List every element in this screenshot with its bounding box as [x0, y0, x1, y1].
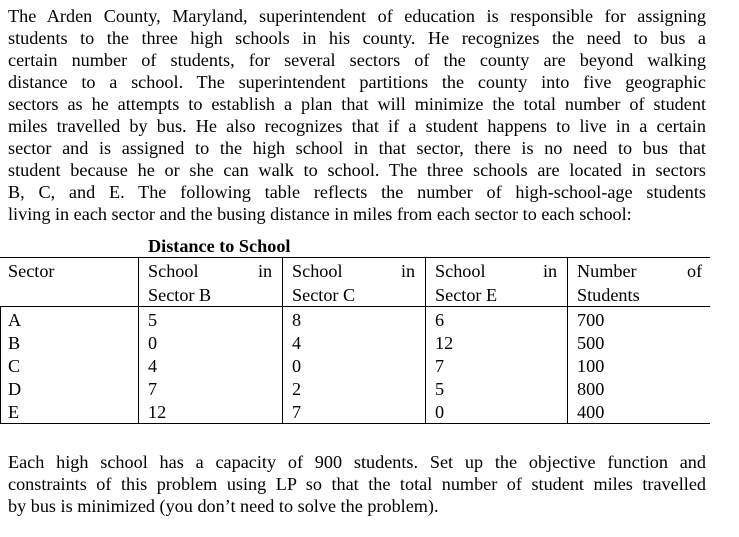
row-a-students: 700: [577, 310, 605, 330]
column-divider: [425, 257, 426, 424]
outro-line: constraints of this problem using LP so that the total number of student miles travelled: [8, 474, 706, 494]
school-e-header-sector: Sector E: [435, 285, 498, 305]
row-a-school-c: 8: [292, 310, 302, 330]
row-d-school-c: 2: [292, 379, 302, 399]
row-d-school-b: 7: [148, 379, 158, 399]
intro-line: distance to a school. The superintendent partitions the county into five geographic: [8, 72, 706, 92]
intro-line: living in each sector and the busing distance in miles from each sector to each school:: [8, 204, 632, 224]
column-divider: [282, 257, 283, 424]
students-header: Number: [577, 261, 637, 281]
students-header-of: of: [687, 261, 703, 281]
row-a-sector: A: [8, 310, 22, 330]
students-header-2: Students: [577, 285, 640, 305]
row-e-sector: E: [8, 402, 20, 422]
row-c-school-c: 0: [292, 356, 302, 376]
row-c-school-e: 7: [435, 356, 445, 376]
sector-header: Sector: [8, 261, 55, 281]
row-e-school-e: 0: [435, 402, 445, 422]
school-c-header-sector: Sector C: [292, 285, 356, 305]
school-b-header-sector: Sector B: [148, 285, 212, 305]
intro-line: certain number of students, for several sectors of the county are beyond walking: [8, 50, 706, 70]
intro-line: sectors as he attempts to establish a plan that will minimize the total number of student: [8, 94, 706, 114]
column-divider: [567, 257, 568, 424]
table-title: Distance to School: [148, 236, 291, 256]
row-c-school-b: 4: [148, 356, 158, 376]
row-e-students: 400: [577, 402, 605, 422]
outro-line: by bus is minimized (you don’t need to solve the problem).: [8, 496, 439, 516]
intro-line: B, C, and E. The following table reflects the number of high-school-age students: [8, 182, 706, 202]
column-divider: [0, 306, 1, 424]
row-b-sector: B: [8, 333, 21, 353]
school-e-header: School: [435, 261, 486, 281]
row-c-students: 100: [577, 356, 605, 376]
column-divider: [138, 257, 139, 424]
intro-line: The Arden County, Maryland, superintendent of education is responsible for assigning: [8, 6, 706, 26]
row-d-sector: D: [8, 379, 22, 399]
school-e-header-in: in: [543, 261, 558, 281]
intro-line: student because he or she can walk to school. The three schools are located in sectors: [8, 160, 706, 180]
intro-line: students to the three high schools in his county. He recognizes the need to bus a: [8, 28, 706, 48]
intro-line: miles travelled by bus. He also recognizes that if a student happens to live in a certain: [8, 116, 706, 136]
header-divider: [0, 306, 710, 307]
row-e-school-c: 7: [292, 402, 302, 422]
table-border-bottom: [0, 423, 710, 424]
task-instructions: [8, 451, 706, 517]
outro-line: Each high school has a capacity of 900 students. Set up the objective function and: [8, 452, 706, 472]
school-c-header: School: [292, 261, 343, 281]
row-a-school-e: 6: [435, 310, 445, 330]
row-b-school-e: 12: [435, 333, 454, 353]
row-b-school-b: 0: [148, 333, 158, 353]
school-c-header-in: in: [401, 261, 416, 281]
row-a-school-b: 5: [148, 310, 158, 330]
row-d-students: 800: [577, 379, 605, 399]
intro-line: sector and is assigned to the high school in that sector, there is no need to bus that: [8, 138, 706, 158]
row-d-school-e: 5: [435, 379, 445, 399]
school-b-header: School: [148, 261, 199, 281]
row-e-school-b: 12: [148, 402, 167, 422]
row-b-students: 500: [577, 333, 605, 353]
distance-table: [0, 257, 710, 424]
problem-statement: [8, 5, 706, 225]
row-b-school-c: 4: [292, 333, 302, 353]
table-border-top: [0, 257, 710, 258]
school-b-header-in: in: [258, 261, 273, 281]
row-c-sector: C: [8, 356, 21, 376]
